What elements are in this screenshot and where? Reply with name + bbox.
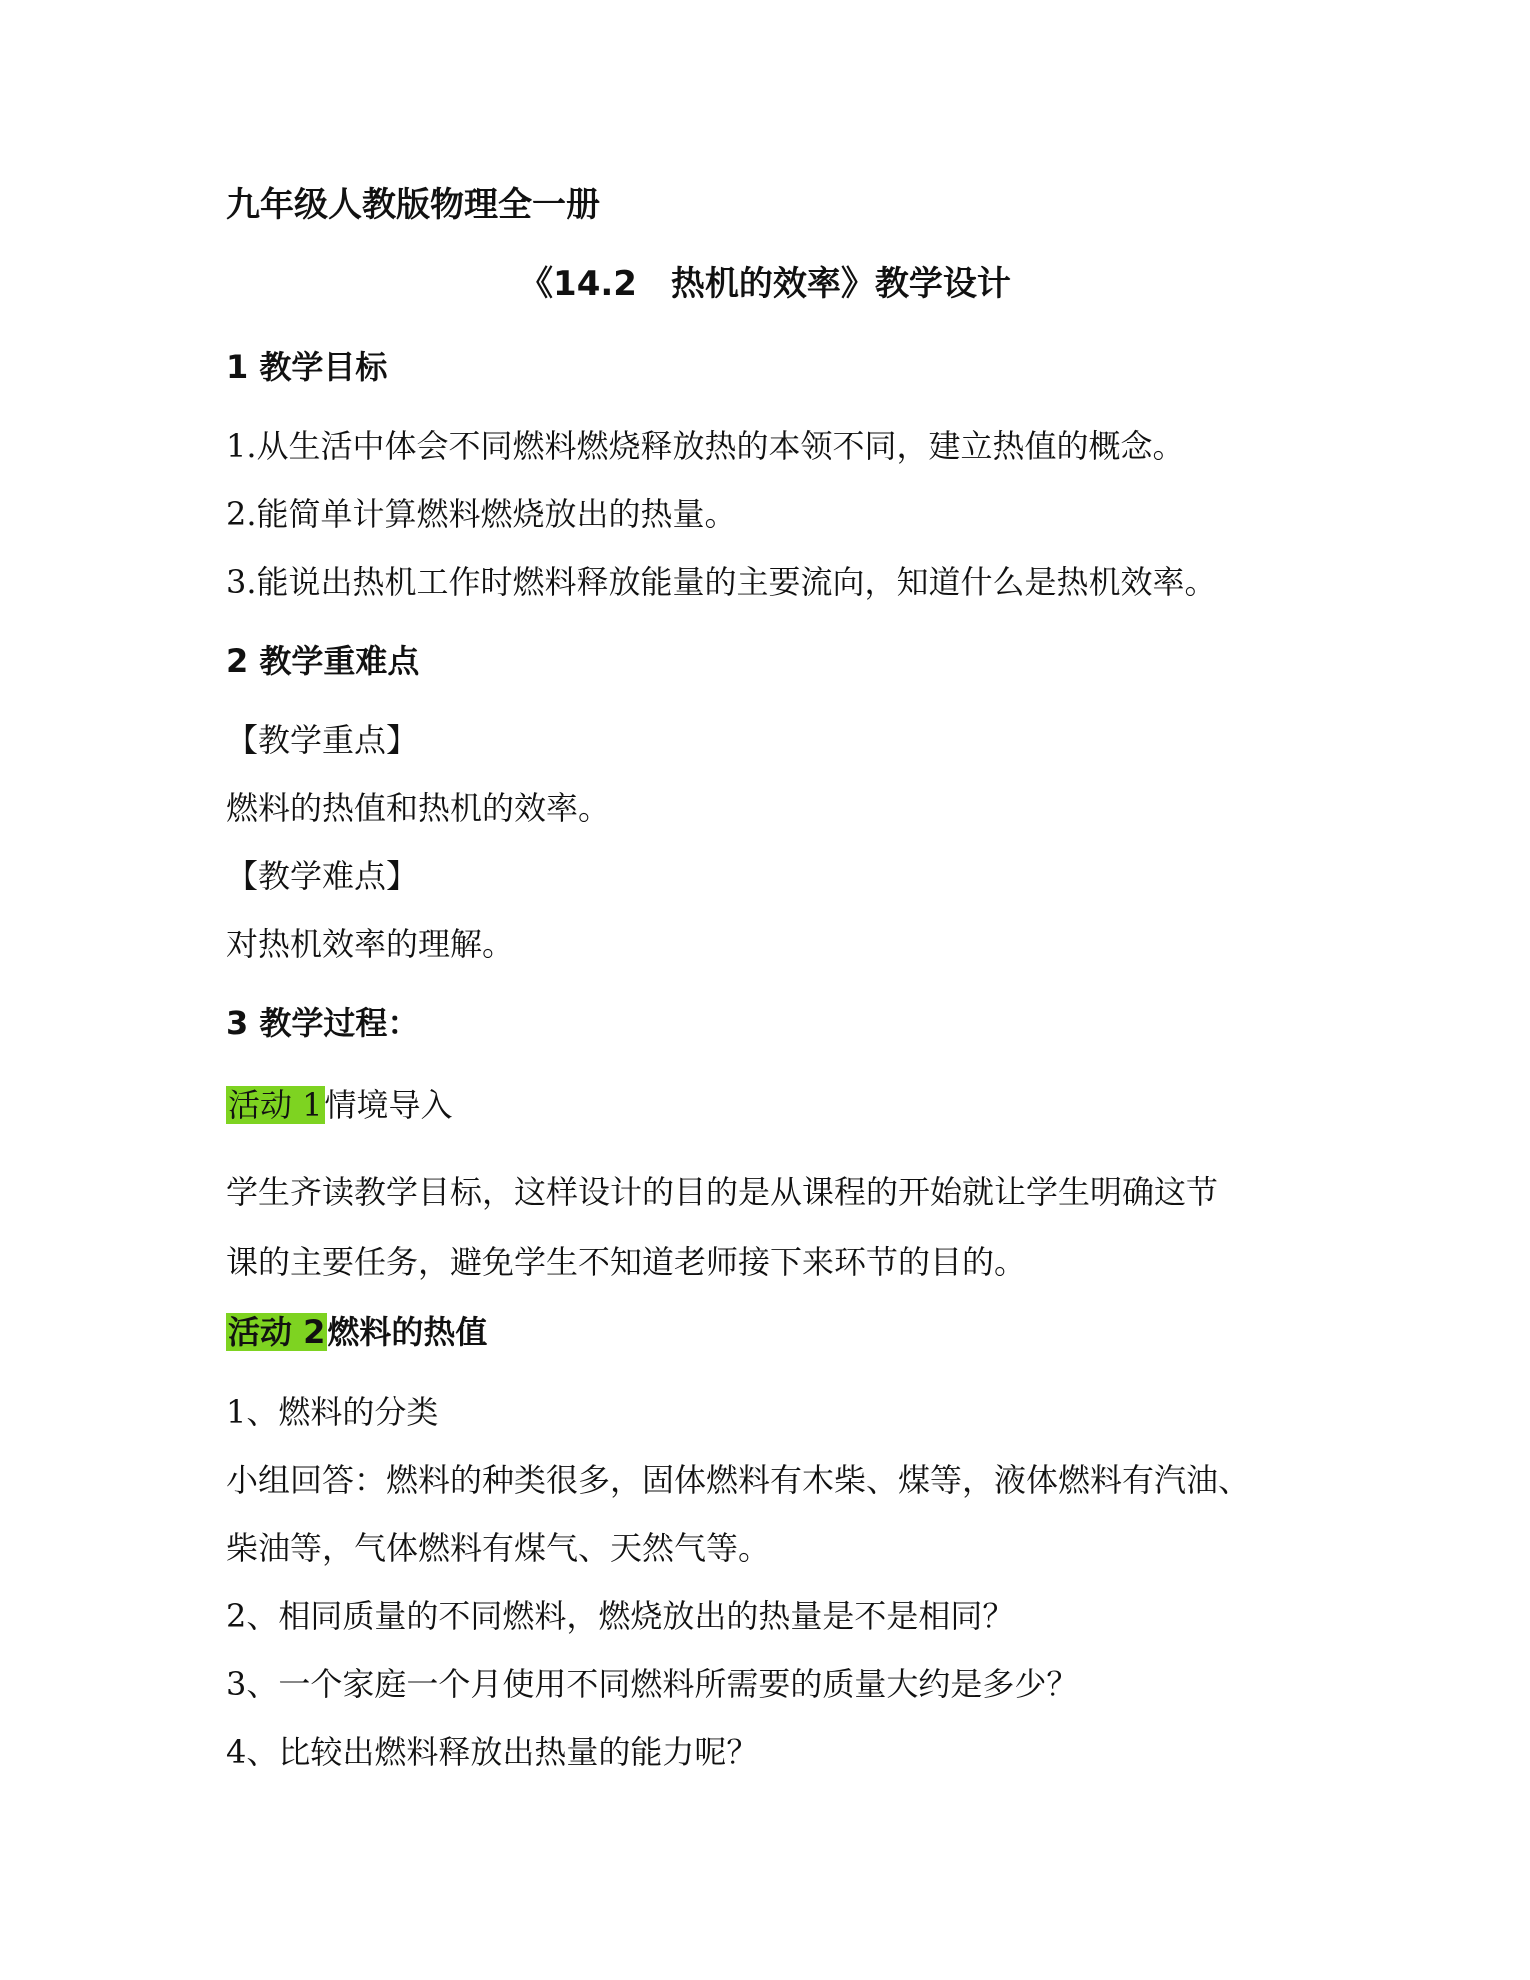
document-title: 《14.2 热机的效率》教学设计 <box>519 264 1011 304</box>
activity-2-title: 燃料的热值 <box>327 1313 488 1351</box>
activity-1-heading <box>226 1083 453 1127</box>
activity-1-line-1: 学生齐读教学目标，这样设计的目的是从课程的开始就让学生明确这节 <box>226 1173 1219 1211</box>
key-point-label: 【教学重点】 <box>226 721 419 759</box>
activity-2-line-1: 1、燃料的分类 <box>226 1393 439 1431</box>
activity-1-title: 情境导入 <box>324 1086 453 1124</box>
activity-2-line-4: 2、相同质量的不同燃料，燃烧放出的热量是不是相同？ <box>226 1597 1015 1635</box>
activity-1-line-2: 课的主要任务，避免学生不知道老师接下来环节的目的。 <box>226 1243 1027 1281</box>
section-heading-process: 3 教学过程： <box>226 1004 420 1042</box>
activity-2-heading <box>226 1310 487 1354</box>
objective-item-1: 1.从生活中体会不同燃料燃烧释放热的本领不同，建立热值的概念。 <box>226 427 1185 465</box>
document-header: 九年级人教版物理全一册 <box>226 185 600 225</box>
section-heading-key-points: 2 教学重难点 <box>226 642 420 680</box>
difficult-point-text: 对热机效率的理解。 <box>226 925 515 963</box>
section-heading-objectives: 1 教学目标 <box>226 348 388 386</box>
objective-item-3: 3.能说出热机工作时燃料释放能量的主要流向，知道什么是热机效率。 <box>226 563 1217 601</box>
objective-item-2: 2.能简单计算燃料燃烧放出的热量。 <box>226 495 737 533</box>
activity-2-line-2: 小组回答：燃料的种类很多，固体燃料有木柴、煤等，液体燃料有汽油、 <box>226 1461 1251 1499</box>
activity-1-tag: 活动 1 <box>228 1086 323 1124</box>
difficult-point-label: 【教学难点】 <box>226 857 419 895</box>
activity-2-line-3: 柴油等，气体燃料有煤气、天然气等。 <box>226 1529 771 1567</box>
activity-2-tag: 活动 2 <box>228 1313 326 1351</box>
key-point-text: 燃料的热值和热机的效率。 <box>226 789 611 827</box>
activity-2-line-6: 4、比较出燃料释放出热量的能力呢？ <box>226 1733 759 1771</box>
activity-2-line-5: 3、一个家庭一个月使用不同燃料所需要的质量大约是多少？ <box>226 1665 1079 1703</box>
